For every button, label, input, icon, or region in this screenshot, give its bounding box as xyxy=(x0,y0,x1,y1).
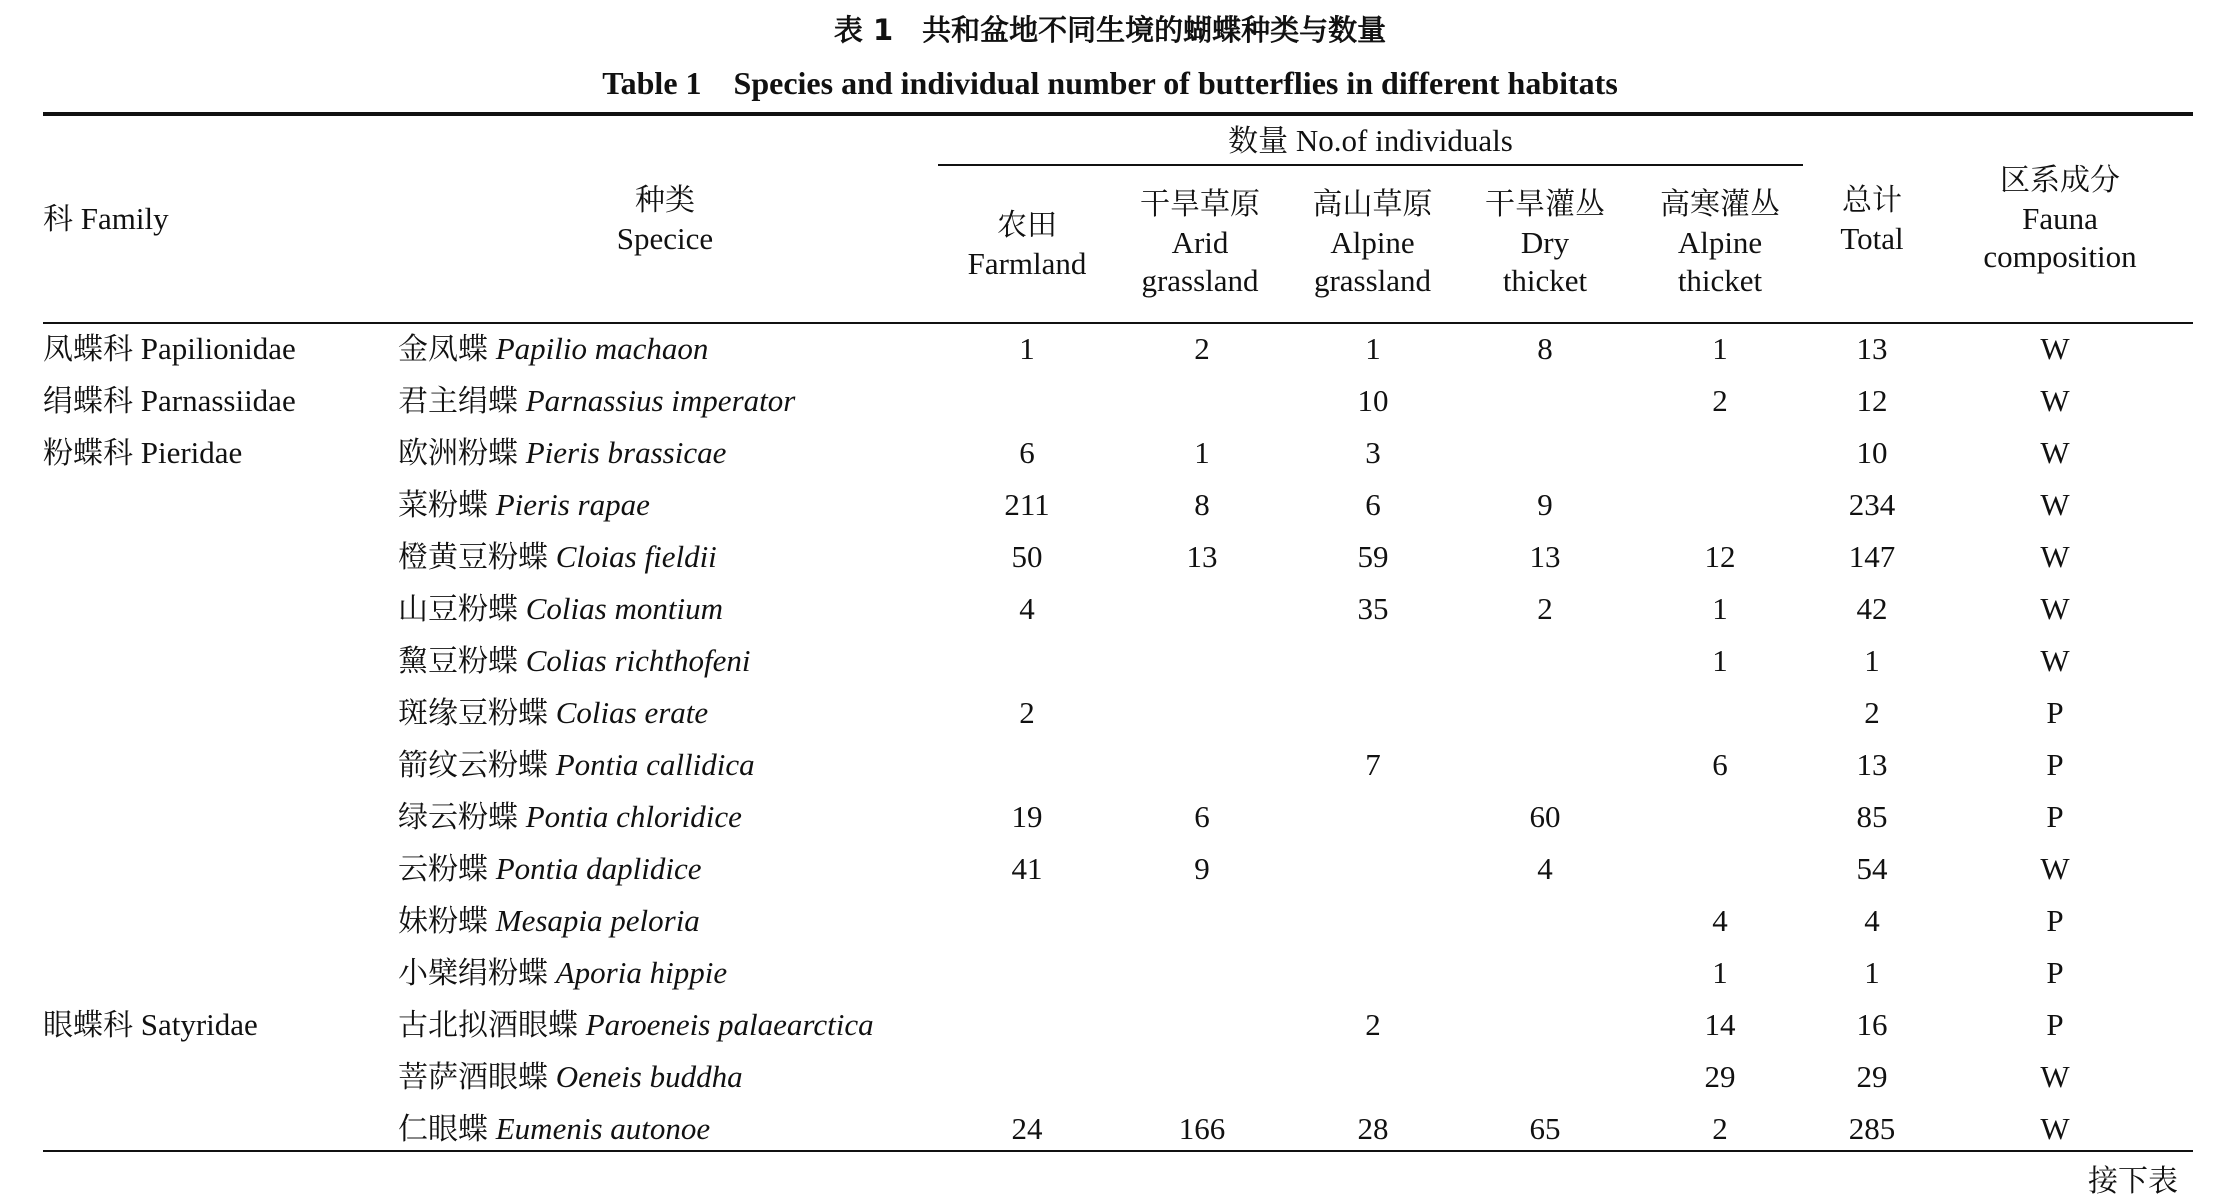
dry-thicket-cell: 4 xyxy=(1537,851,1553,886)
caption-chinese: 表 1 共和盆地不同生境的蝴蝶种类与数量 xyxy=(833,13,1387,47)
table-row xyxy=(0,694,2220,746)
fauna-cell: W xyxy=(2040,331,2070,366)
table-row xyxy=(0,746,2220,798)
header-alpine-grassland: 高山草原 Alpine grassland xyxy=(1312,187,1433,298)
species-cell: 欧洲粉蝶 Pieris brassicae xyxy=(398,435,727,471)
header-arid-grassland: 干旱草原 Arid grassland xyxy=(1140,187,1260,298)
farmland-cell: 4 xyxy=(1019,591,1035,626)
arid-grassland-cell: 1 xyxy=(1194,435,1210,470)
species-cell: 山豆粉蝶 Colias montium xyxy=(398,591,723,627)
fauna-cell: W xyxy=(2040,591,2070,626)
total-cell: 29 xyxy=(1856,1059,1888,1094)
total-cell: 13 xyxy=(1856,331,1888,366)
alpine-thicket-cell: 2 xyxy=(1712,1111,1728,1146)
dry-thicket-cell: 65 xyxy=(1529,1111,1561,1146)
species-cell: 箭纹云粉蝶 Pontia callidica xyxy=(398,747,755,783)
dry-thicket-cell: 2 xyxy=(1537,591,1553,626)
total-cell: 147 xyxy=(1848,539,1896,574)
arid-grassland-cell: 8 xyxy=(1194,487,1210,522)
total-cell: 12 xyxy=(1856,383,1888,418)
family-cell: 凤蝶科 Papilionidae xyxy=(43,331,296,367)
species-cell: 仁眼蝶 Eumenis autonoe xyxy=(398,1111,711,1147)
species-cell: 妹粉蝶 Mesapia peloria xyxy=(398,903,700,939)
caption-english: Table 1 Species and individual number of butterflies in different habitats xyxy=(602,65,1618,101)
species-cell: 金凤蝶 Papilio machaon xyxy=(398,331,709,367)
table-row xyxy=(0,1006,2220,1058)
alpine-thicket-cell: 29 xyxy=(1704,1059,1736,1094)
alpine-thicket-cell: 1 xyxy=(1712,955,1728,990)
header-rule xyxy=(43,322,2193,324)
species-cell: 云粉蝶 Pontia daplidice xyxy=(398,851,702,887)
farmland-cell: 1 xyxy=(1019,331,1035,366)
total-cell: 234 xyxy=(1848,487,1896,522)
alpine-grassland-cell: 7 xyxy=(1365,747,1381,782)
alpine-grassland-cell: 1 xyxy=(1365,331,1381,366)
alpine-grassland-cell: 28 xyxy=(1357,1111,1389,1146)
total-cell: 10 xyxy=(1856,435,1888,470)
table-row xyxy=(0,1058,2220,1110)
total-cell: 285 xyxy=(1848,1111,1896,1146)
alpine-thicket-cell: 2 xyxy=(1712,383,1728,418)
farmland-cell: 19 xyxy=(1011,799,1043,834)
alpine-thicket-cell: 14 xyxy=(1704,1007,1736,1042)
alpine-thicket-cell: 1 xyxy=(1712,331,1728,366)
total-cell: 85 xyxy=(1856,799,1888,834)
fauna-cell: P xyxy=(2046,799,2064,834)
dry-thicket-cell: 13 xyxy=(1529,539,1561,574)
table-row xyxy=(0,434,2220,486)
table-row xyxy=(0,486,2220,538)
table-row xyxy=(0,798,2220,850)
arid-grassland-cell: 2 xyxy=(1194,331,1210,366)
farmland-cell: 24 xyxy=(1011,1111,1043,1146)
fauna-cell: W xyxy=(2040,851,2070,886)
fauna-cell: P xyxy=(2046,695,2064,730)
alpine-thicket-cell: 1 xyxy=(1712,591,1728,626)
fauna-cell: W xyxy=(2040,487,2070,522)
total-cell: 42 xyxy=(1856,591,1888,626)
group-rule xyxy=(938,164,1803,166)
fauna-cell: P xyxy=(2046,903,2064,938)
farmland-cell: 2 xyxy=(1019,695,1035,730)
alpine-grassland-cell: 6 xyxy=(1365,487,1381,522)
alpine-thicket-cell: 12 xyxy=(1704,539,1736,574)
arid-grassland-cell: 6 xyxy=(1194,799,1210,834)
alpine-grassland-cell: 3 xyxy=(1365,435,1381,470)
table-row xyxy=(0,1110,2220,1162)
table-row xyxy=(0,590,2220,642)
family-cell: 眼蝶科 Satyridae xyxy=(43,1007,258,1043)
fauna-cell: W xyxy=(2040,383,2070,418)
total-cell: 54 xyxy=(1856,851,1888,886)
alpine-thicket-cell: 1 xyxy=(1712,643,1728,678)
alpine-thicket-cell: 4 xyxy=(1712,903,1728,938)
species-cell: 斑缘豆粉蝶 Colias erate xyxy=(398,695,709,731)
arid-grassland-cell: 13 xyxy=(1186,539,1218,574)
fauna-cell: W xyxy=(2040,1111,2070,1146)
farmland-cell: 50 xyxy=(1011,539,1043,574)
table-row xyxy=(0,382,2220,434)
species-cell: 古北拟酒眼蝶 Paroeneis palaearctica xyxy=(398,1007,874,1043)
species-cell: 菜粉蝶 Pieris rapae xyxy=(398,487,650,523)
fauna-cell: P xyxy=(2046,1007,2064,1042)
fauna-cell: P xyxy=(2046,747,2064,782)
arid-grassland-cell: 166 xyxy=(1178,1111,1226,1146)
species-cell: 黧豆粉蝶 Colias richthofeni xyxy=(398,643,751,679)
dry-thicket-cell: 8 xyxy=(1537,331,1553,366)
total-cell: 1 xyxy=(1864,955,1880,990)
total-cell: 4 xyxy=(1864,903,1880,938)
fauna-cell: W xyxy=(2040,643,2070,678)
table-row xyxy=(0,902,2220,954)
header-alpine-thicket: 高寒灌丛 Alpine thicket xyxy=(1660,187,1780,298)
top-rule xyxy=(43,112,2193,116)
header-dry-thicket: 干旱灌丛 Dry thicket xyxy=(1485,187,1605,298)
table-row xyxy=(0,642,2220,694)
fauna-cell: W xyxy=(2040,1059,2070,1094)
farmland-cell: 211 xyxy=(1004,487,1050,522)
species-cell: 橙黄豆粉蝶 Cloias fieldii xyxy=(398,539,717,575)
total-cell: 2 xyxy=(1864,695,1880,730)
dry-thicket-cell: 9 xyxy=(1537,487,1553,522)
fauna-cell: W xyxy=(2040,539,2070,574)
header-total: 总计 Total xyxy=(1840,183,1904,256)
alpine-grassland-cell: 2 xyxy=(1365,1007,1381,1042)
alpine-grassland-cell: 35 xyxy=(1357,591,1389,626)
table-row xyxy=(0,330,2220,382)
total-cell: 16 xyxy=(1856,1007,1888,1042)
species-cell: 小檗绢粉蝶 Aporia hippie xyxy=(398,955,728,991)
total-cell: 13 xyxy=(1856,747,1888,782)
table-row xyxy=(0,538,2220,590)
header-individuals-group: 数量 No.of individuals xyxy=(1228,123,1513,159)
table-row xyxy=(0,954,2220,1006)
total-cell: 1 xyxy=(1864,643,1880,678)
species-cell: 绿云粉蝶 Pontia chloridice xyxy=(398,799,742,835)
alpine-grassland-cell: 10 xyxy=(1357,383,1389,418)
continued-note: 接下表 xyxy=(2088,1164,2178,1199)
arid-grassland-cell: 9 xyxy=(1194,851,1210,886)
family-cell: 绢蝶科 Parnassiidae xyxy=(43,383,296,419)
header-fauna: 区系成分 Fauna composition xyxy=(1983,163,2137,274)
alpine-thicket-cell: 6 xyxy=(1712,747,1728,782)
fauna-cell: W xyxy=(2040,435,2070,470)
farmland-cell: 6 xyxy=(1019,435,1035,470)
dry-thicket-cell: 60 xyxy=(1529,799,1561,834)
table-row xyxy=(0,850,2220,902)
header-family: 科 Family xyxy=(43,201,169,237)
farmland-cell: 41 xyxy=(1011,851,1043,886)
species-cell: 菩萨酒眼蝶 Oeneis buddha xyxy=(398,1059,743,1095)
species-cell: 君主绢蝶 Parnassius imperator xyxy=(398,383,796,419)
header-species: 种类 Specice xyxy=(616,183,714,256)
alpine-grassland-cell: 59 xyxy=(1357,539,1389,574)
header-farmland: 农田 Farmland xyxy=(967,208,1087,281)
family-cell: 粉蝶科 Pieridae xyxy=(43,435,243,471)
fauna-cell: P xyxy=(2046,955,2064,990)
